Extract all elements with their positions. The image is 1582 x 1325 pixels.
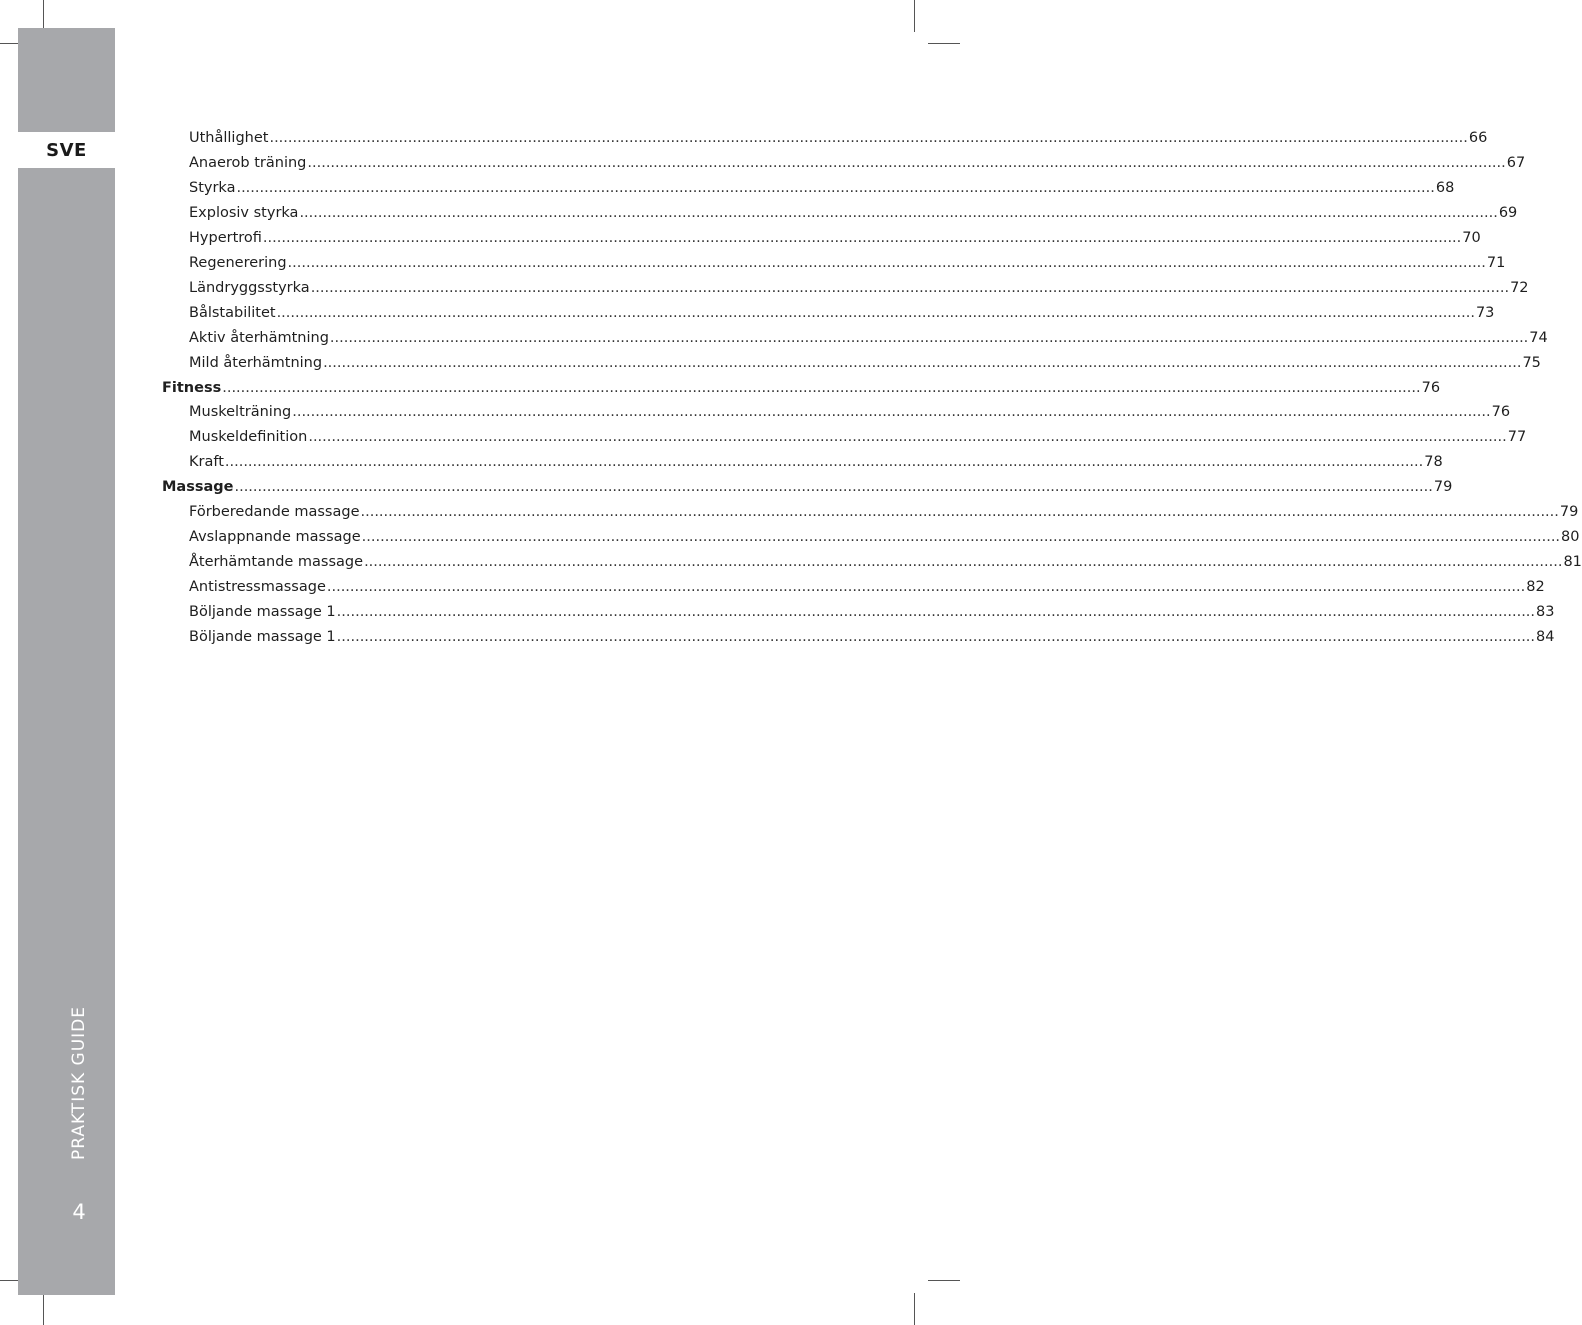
toc-entry-page: 73 — [1475, 304, 1495, 321]
toc-entry-page: 80 — [1561, 529, 1580, 546]
toc-entry-page: 79 — [1433, 479, 1453, 496]
crop-mark — [43, 1293, 44, 1325]
dot-leader: .................................................................................................................................................................................................................................................................... — [361, 529, 1561, 546]
dot-leader: .................................................................................................................................................................................................................................................................... — [299, 204, 1498, 221]
toc-entry-page: 72 — [1510, 279, 1529, 296]
dot-leader: .................................................................................................................................................................................................................................................................... — [360, 504, 1559, 521]
toc-entry-page: 84 — [1536, 629, 1555, 645]
toc-entry[interactable] — [189, 252, 1506, 274]
toc-entry-page: 69 — [1498, 204, 1518, 221]
section-label: PRAKTISK GUIDE — [69, 1005, 89, 1161]
language-tab — [18, 132, 115, 168]
dot-leader: .................................................................................................................................................................................................................................................................... — [236, 179, 1435, 196]
toc-entry-label: Avslappnande massage — [189, 529, 361, 546]
toc-entry-label: Fitness — [162, 379, 222, 396]
dot-leader: .................................................................................................................................................................................................................................................................... — [292, 404, 1491, 421]
toc-entry[interactable] — [189, 227, 1481, 249]
toc-entry-page: 78 — [1424, 454, 1443, 471]
toc-entry-label: Ländryggsstyrka — [189, 279, 310, 296]
toc-entry-page: 70 — [1462, 229, 1481, 246]
toc-entry[interactable] — [189, 526, 1580, 548]
dot-leader: .................................................................................................................................................................................................................................................................... — [308, 429, 1507, 446]
toc-section-heading[interactable] — [162, 476, 1453, 498]
toc-entry-label: Anaerob träning — [189, 154, 307, 171]
toc-entry-page: 83 — [1536, 604, 1555, 621]
toc-entry-label: Antistressmassage — [189, 579, 326, 596]
language-label: SVE — [46, 139, 87, 161]
dot-leader: .................................................................................................................................................................................................................................................................... — [287, 254, 1486, 271]
toc-entry[interactable] — [189, 302, 1495, 324]
toc-entry[interactable] — [189, 626, 1555, 648]
toc-entry-label: Regenerering — [189, 254, 287, 271]
toc-entry-page: 68 — [1435, 179, 1455, 196]
dot-leader: .................................................................................................................................................................................................................................................................... — [222, 379, 1421, 396]
toc-entry[interactable] — [189, 501, 1579, 523]
dot-leader: .................................................................................................................................................................................................................................................................... — [336, 604, 1536, 621]
dot-leader: .................................................................................................................................................................................................................................................................... — [323, 354, 1522, 371]
toc-entry-label: Böljande massage 1 — [189, 629, 336, 645]
dot-leader: .................................................................................................................................................................................................................................................................... — [276, 304, 1475, 321]
dot-leader: .................................................................................................................................................................................................................................................................... — [336, 629, 1536, 645]
crop-mark — [928, 43, 960, 44]
dot-leader: .................................................................................................................................................................................................................................................................... — [269, 130, 1468, 146]
toc-entry[interactable] — [189, 152, 1526, 174]
toc-entry-page: 75 — [1522, 354, 1541, 371]
toc-entry-label: Återhämtande massage — [189, 554, 364, 571]
page-number: 4 — [72, 1200, 86, 1224]
toc-entry-label: Förberedande massage — [189, 504, 360, 521]
toc-entry[interactable] — [189, 601, 1555, 623]
toc-entry[interactable] — [189, 277, 1529, 299]
toc-entry[interactable] — [189, 401, 1511, 423]
dot-leader: .................................................................................................................................................................................................................................................................... — [262, 229, 1462, 246]
toc-entry[interactable] — [189, 451, 1443, 473]
toc-entry-page: 76 — [1421, 379, 1441, 396]
toc-entry-label: Explosiv styrka — [189, 204, 299, 221]
toc-entry-page: 66 — [1468, 130, 1488, 146]
toc-entry-page: 82 — [1526, 579, 1545, 596]
toc-entry-page: 74 — [1529, 329, 1548, 346]
dot-leader: .................................................................................................................................................................................................................................................................... — [307, 154, 1506, 171]
dot-leader: .................................................................................................................................................................................................................................................................... — [326, 579, 1526, 596]
toc-entry[interactable] — [189, 327, 1548, 349]
sidebar-band — [18, 168, 115, 1295]
toc-entry[interactable] — [189, 426, 1527, 448]
toc-entry-label: Styrka — [189, 179, 236, 196]
toc-entry[interactable] — [189, 576, 1545, 598]
toc-entry-label: Uthållighet — [189, 130, 269, 146]
sidebar-top-band — [18, 28, 115, 132]
toc-entry-page: 71 — [1486, 254, 1506, 271]
toc-entry[interactable] — [189, 177, 1455, 199]
toc-entry-label: Hypertrofi — [189, 229, 262, 246]
toc-entry-page: 79 — [1559, 504, 1579, 521]
dot-leader: .................................................................................................................................................................................................................................................................... — [364, 554, 1563, 571]
toc-entry[interactable] — [189, 551, 1582, 573]
toc-entry-label: Massage — [162, 479, 234, 496]
dot-leader: .................................................................................................................................................................................................................................................................... — [224, 454, 1424, 471]
crop-mark — [914, 0, 915, 32]
crop-mark — [914, 1293, 915, 1325]
toc-entry-label: Muskeldefinition — [189, 429, 308, 446]
dot-leader: .................................................................................................................................................................................................................................................................... — [310, 279, 1510, 296]
toc-entry-page: 76 — [1491, 404, 1511, 421]
toc-entry-label: Kraft — [189, 454, 224, 471]
dot-leader: .................................................................................................................................................................................................................................................................... — [234, 479, 1433, 496]
toc-entry-label: Bålstabilitet — [189, 304, 276, 321]
toc-entry[interactable] — [189, 352, 1541, 374]
toc-entry-label: Mild återhämtning — [189, 354, 323, 371]
dot-leader: .................................................................................................................................................................................................................................................................... — [329, 329, 1529, 346]
toc-entry[interactable] — [189, 202, 1518, 224]
toc-entry-label: Muskelträning — [189, 404, 292, 421]
toc-entry-label: Böljande massage 1 — [189, 604, 336, 621]
toc-entry-page: 81 — [1563, 554, 1582, 571]
toc-entry[interactable] — [189, 127, 1488, 149]
toc-entry-page: 67 — [1506, 154, 1526, 171]
toc-entry-page: 77 — [1507, 429, 1527, 446]
toc-section-heading[interactable] — [162, 377, 1441, 399]
toc-entry-label: Aktiv återhämtning — [189, 329, 329, 346]
crop-mark — [928, 1280, 960, 1281]
